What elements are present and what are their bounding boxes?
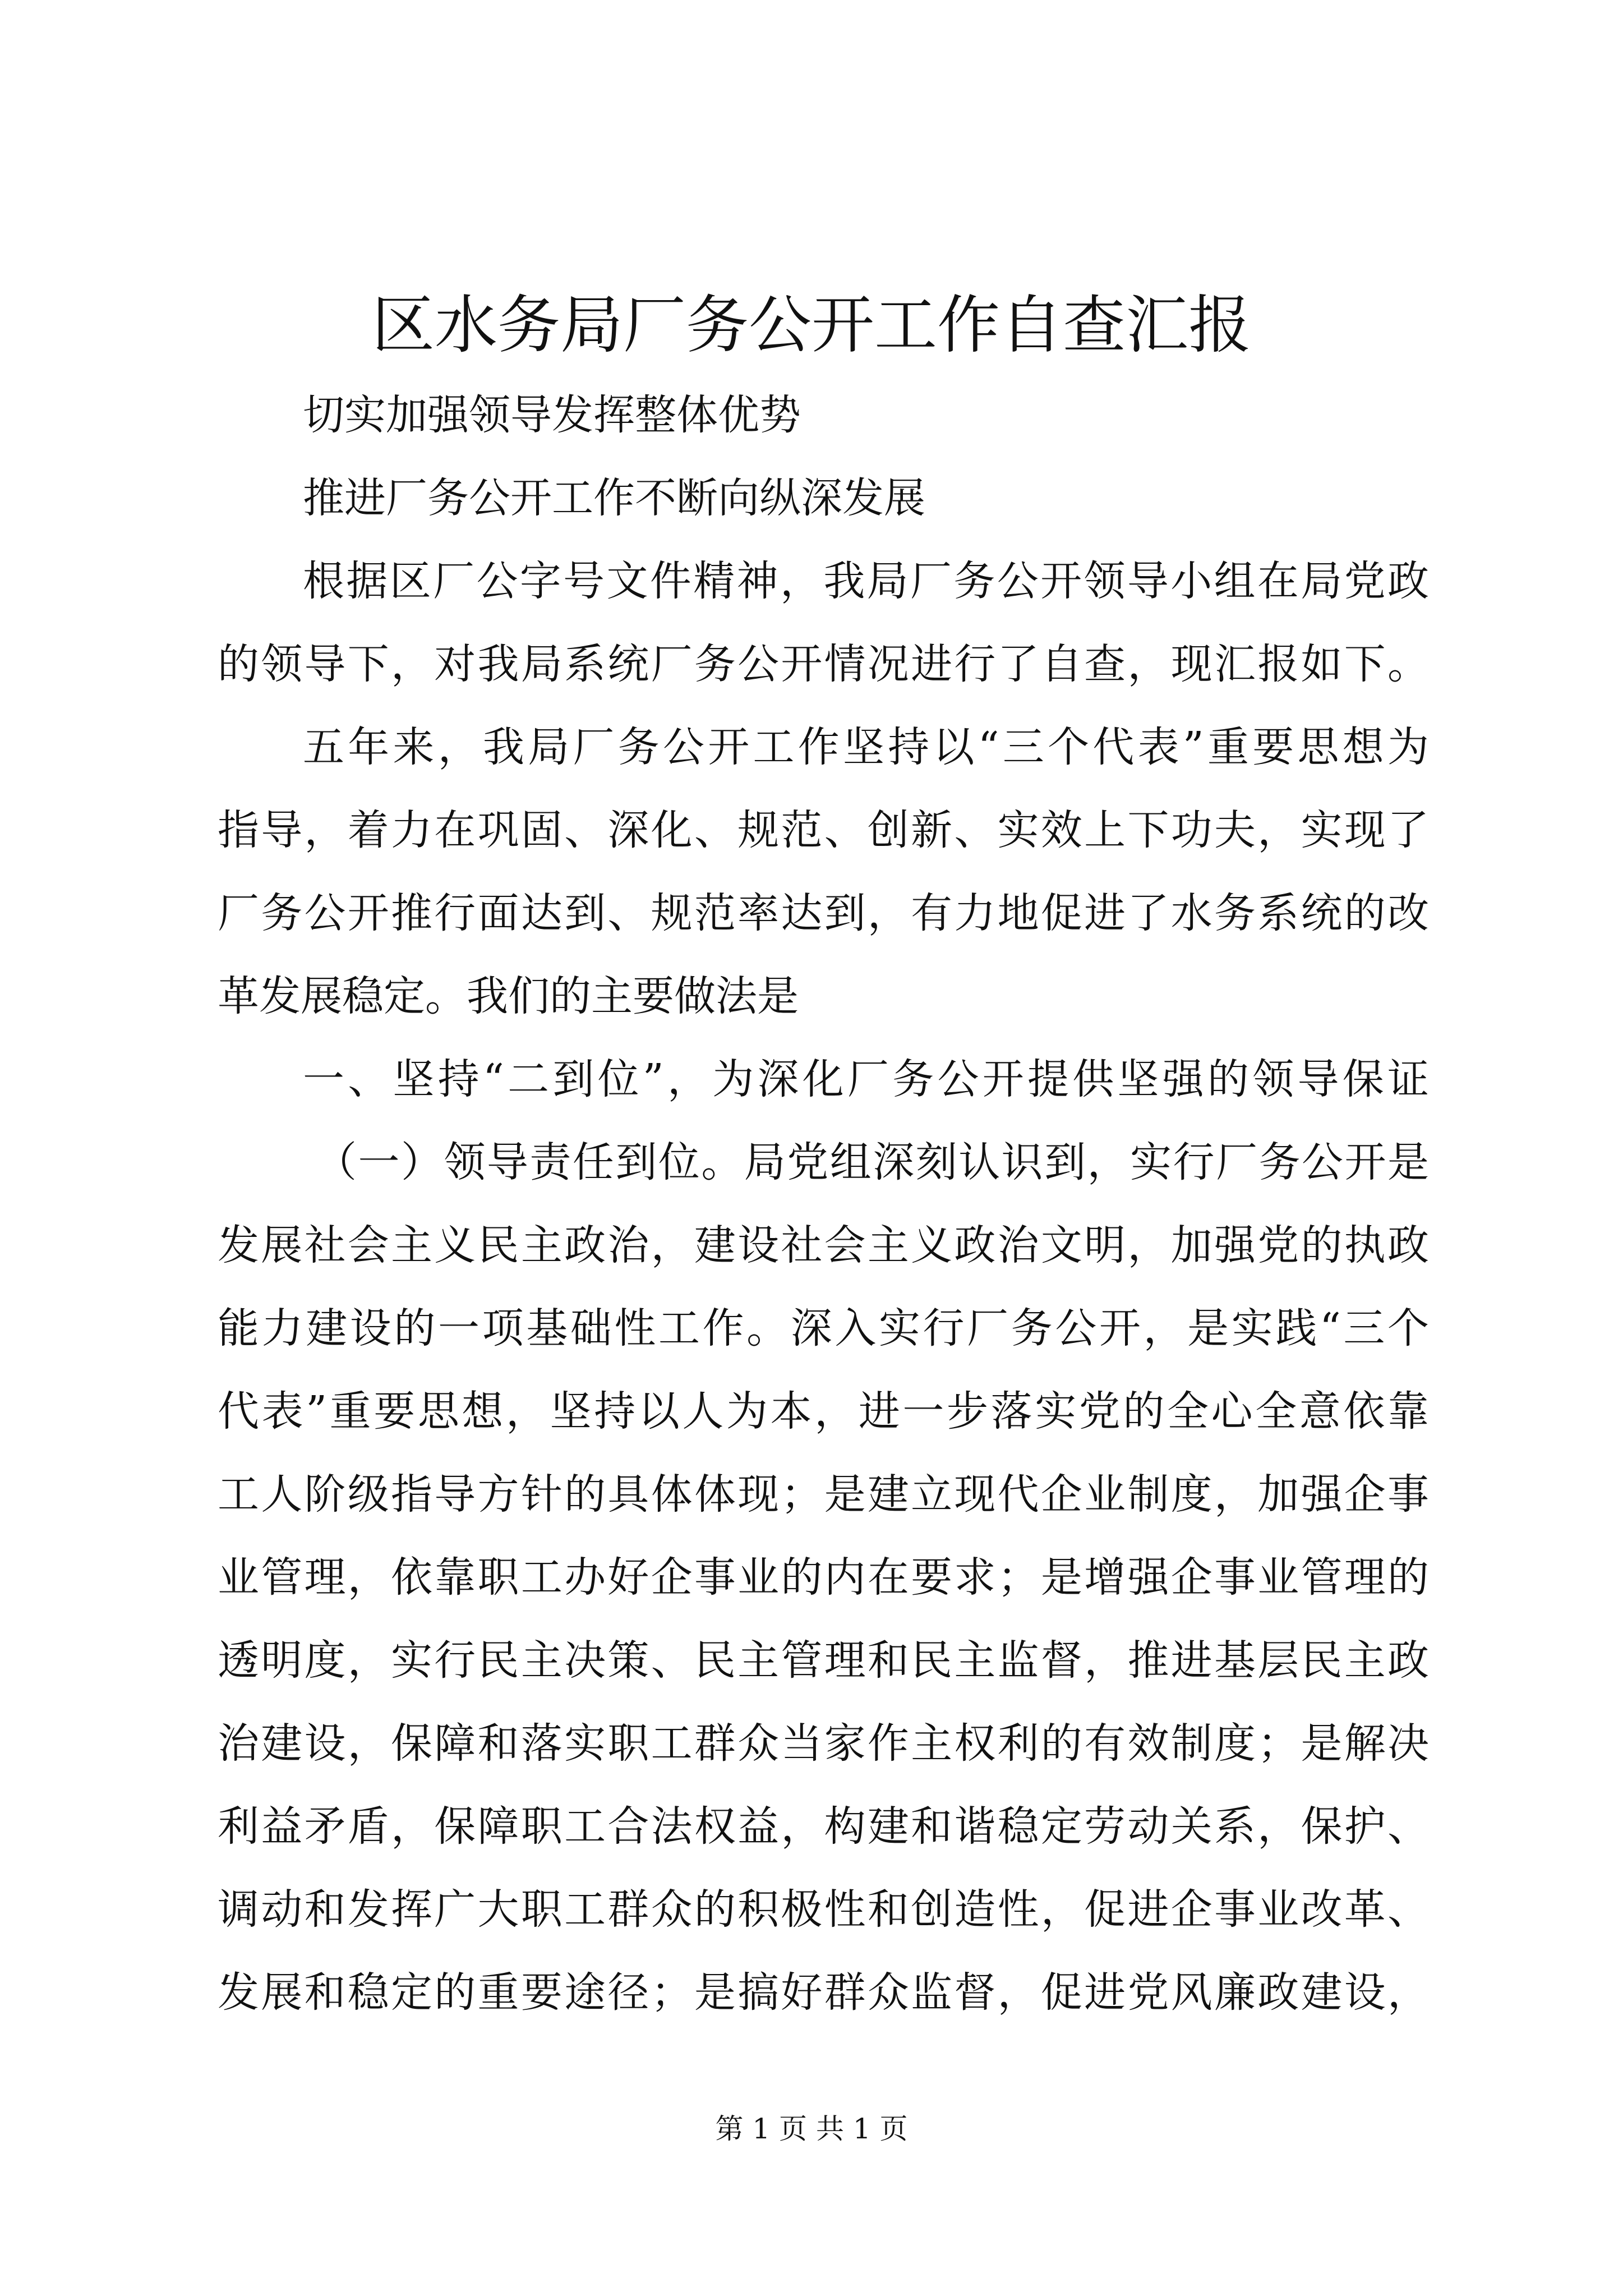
page-footer: 第 1 页 共 1 页 (715, 2113, 908, 2145)
paragraph-line: 发展和稳定的重要途径；是搞好群众监督，促进党风廉政建设， (218, 1968, 1429, 2017)
paragraph-line: 指导，着力在巩固、深化、规范、创新、实效上下功夫，实现了 (218, 806, 1429, 854)
subtitle-line-1: 切实加强领导发挥整体优势 (303, 391, 801, 439)
paragraph-line: （一）领导责任到位。局党组深刻认识到，实行厂务公开是 (315, 1138, 1429, 1186)
paragraph-line: 工人阶级指导方针的具体体现；是建立现代企业制度，加强企事 (218, 1470, 1429, 1519)
paragraph-line: 能力建设的一项基础性工作。深入实行厂务公开，是实践“三个 (218, 1304, 1429, 1352)
paragraph-line: 治建设，保障和落实职工群众当家作主权利的有效制度；是解决 (218, 1719, 1429, 1768)
paragraph-line: 调动和发挥广大职工群众的积极性和创造性，促进企事业改革、 (218, 1885, 1429, 1934)
paragraph-line: 利益矛盾，保障职工合法权益，构建和谐稳定劳动关系，保护、 (218, 1802, 1429, 1851)
paragraph-line: 革发展稳定。我们的主要做法是 (218, 972, 799, 1020)
paragraph-line: 根据区厂公字号文件精神，我局厂务公开领导小组在局党政 (303, 557, 1429, 605)
paragraph-line: 的领导下，对我局系统厂务公开情况进行了自查，现汇报如下。 (218, 640, 1429, 688)
paragraph-line: 发展社会主义民主政治，建设社会主义政治文明，加强党的执政 (218, 1221, 1429, 1269)
paragraph-line: 代表”重要思想，坚持以人为本，进一步落实党的全心全意依靠 (218, 1387, 1429, 1435)
paragraph-line: 透明度，实行民主决策、民主管理和民主监督，推进基层民主政 (218, 1636, 1429, 1685)
paragraph-line: 五年来，我局厂务公开工作坚持以“三个代表”重要思想为 (303, 723, 1429, 771)
paragraph-line: 厂务公开推行面达到、规范率达到，有力地促进了水务系统的改 (218, 889, 1429, 937)
paragraph-line: 业管理，依靠职工办好企事业的内在要求；是增强企事业管理的 (218, 1553, 1429, 1602)
section-heading: 一、坚持“二到位”，为深化厂务公开提供坚强的领导保证 (303, 1055, 1429, 1103)
document-title: 区水务局厂务公开工作自查汇报 (372, 289, 1251, 362)
subtitle-line-2: 推进厂务公开工作不断向纵深发展 (303, 474, 925, 522)
